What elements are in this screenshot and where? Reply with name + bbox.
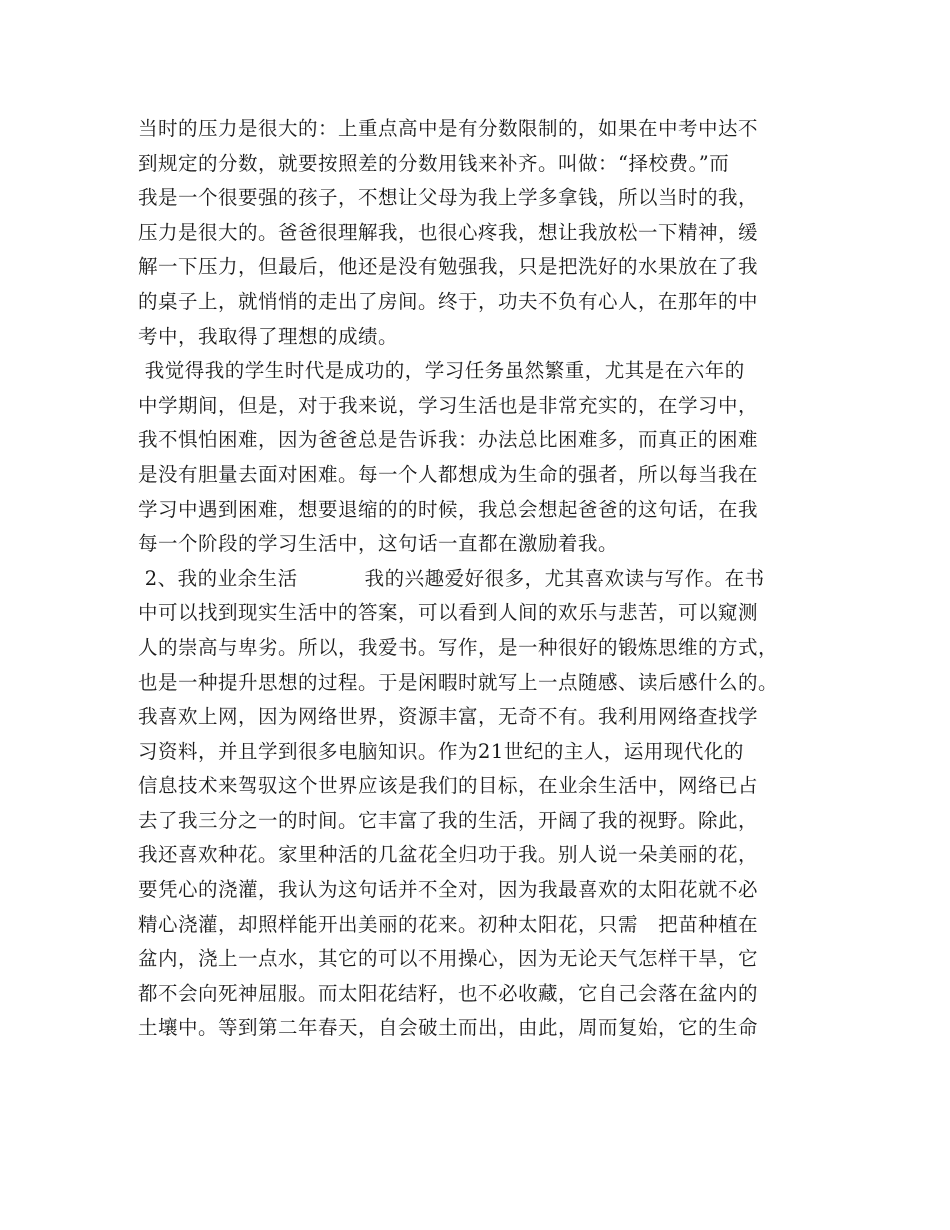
text-line: 解一下压力，但最后，他还是没有勉强我，只是把洗好的水果放在了我: [138, 255, 759, 279]
text-line: 学习中遇到困难，想要退缩的的时候，我总会想起爸爸的这句话，在我: [138, 497, 759, 521]
text-line: 是没有胆量去面对困难。每一个人都想成为生命的强者，所以每当我在: [138, 462, 759, 486]
body-text: [138, 112, 838, 1046]
text-line: 信息技术来驾驭这个世界应该是我们的目标，在业余生活中，网络已占: [138, 774, 759, 798]
text-line: 我喜欢上网，因为网络世界，资源丰富，无奇不有。我利用网络查找学: [138, 705, 759, 729]
text-line: 当时的压力是很大的：上重点高中是有分数限制的，如果在中考中达不: [138, 117, 759, 140]
text-line: 到规定的分数，就要按照差的分数用钱来补齐。叫做：“择校费。”而: [138, 151, 730, 175]
text-line: 土壤中。等到第二年春天，自会破土而出，由此，周而复始，它的生命: [138, 1016, 759, 1040]
text-line: 我还喜欢种花。家里种活的几盆花全归功于我。别人说一朵美丽的花，: [138, 843, 759, 867]
text-line: 都不会向死神屈服。而太阳花结籽，也不必收藏，它自己会落在盆内的: [138, 981, 759, 1005]
text-line: 人的崇高与卑劣。所以，我爱书。写作，是一种很好的锻炼思维的方式，: [138, 635, 779, 659]
text-line: 盆内，浇上一点水，其它的可以不用操心，因为无论天气怎样干旱，它: [138, 947, 759, 971]
text-line: 我不惧怕困难，因为爸爸总是告诉我：办法总比困难多，而真正的困难: [138, 428, 759, 452]
text-line: 中可以找到现实生活中的答案，可以看到人间的欢乐与悲苦，可以窥测: [138, 601, 759, 625]
text-line: 去了我三分之一的时间。它丰富了我的生活，开阔了我的视野。除此，: [138, 808, 759, 832]
text-line: 每一个阶段的学习生活中，这句话一直都在激励着我。: [138, 532, 619, 556]
text-line: 中学期间，但是，对于我来说，学习生活也是非常充实的，在学习中，: [138, 393, 759, 417]
text-line: 压力是很大的。爸爸很理解我，也很心疼我，想让我放松一下精神，缓: [138, 220, 759, 244]
text-line: 我是一个很要强的孩子，不想让父母为我上学多拿钱，所以当时的我，: [138, 186, 759, 210]
text-line: 我觉得我的学生时代是成功的，学习任务虽然繁重，尤其是在六年的: [138, 359, 745, 383]
text-line: 精心浇灌，却照样能开出美丽的花来。初种太阳花，只需 把苗种植在: [138, 912, 759, 936]
text-line: 要凭心的浇灌，我认为这句话并不全对，因为我最喜欢的太阳花就不必: [138, 878, 759, 902]
text-line: 考中，我取得了理想的成绩。: [138, 324, 399, 348]
text-line: 也是一种提升思想的过程。于是闲暇时就写上一点随感、读后感什么的。: [138, 670, 779, 694]
section-heading-line: 2、我的业余生活 我的兴趣爱好很多，尤其喜欢读与写作。在书: [138, 566, 765, 590]
text-line: 的桌子上，就悄悄的走出了房间。终于，功夫不负有心人，在那年的中: [138, 289, 759, 313]
text-line: 习资料，并且学到很多电脑知识。作为21世纪的主人，运用现代化的: [138, 739, 744, 763]
